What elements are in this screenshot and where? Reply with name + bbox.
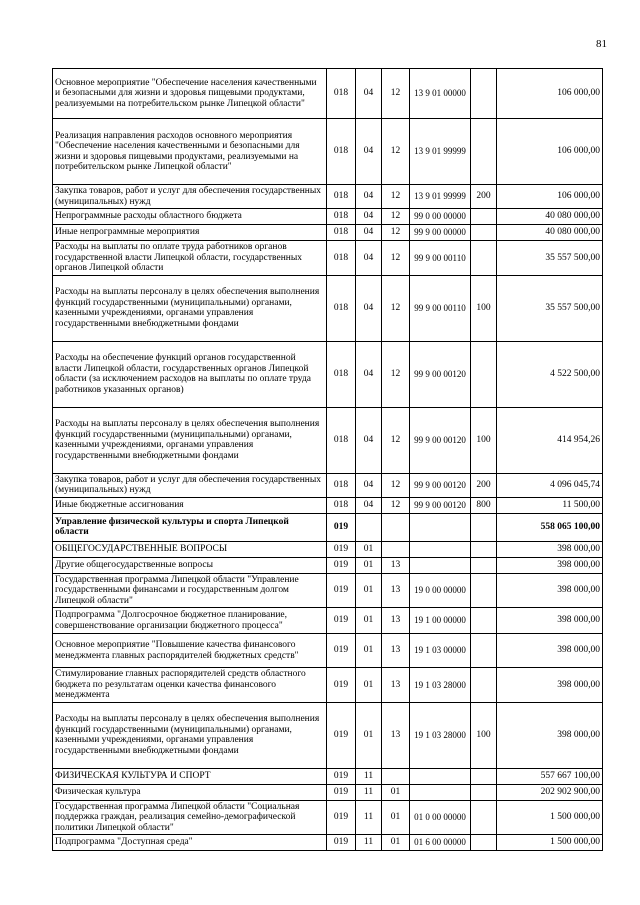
expense-type-cell	[471, 209, 497, 225]
expense-type-cell: 100	[471, 275, 497, 341]
subsection-code-cell: 12	[382, 185, 410, 209]
expense-name-cell: Управление физической культуры и спорта Липецкой области	[53, 513, 327, 541]
department-code-cell: 019	[327, 668, 356, 703]
target-article-cell	[410, 541, 471, 557]
subsection-code-cell: 01	[382, 800, 410, 835]
section-code-cell: 01	[356, 702, 382, 768]
amount-cell: 202 902 900,00	[497, 784, 603, 800]
table-row	[53, 407, 603, 473]
table-row	[53, 119, 603, 185]
department-code-cell: 019	[327, 608, 356, 634]
target-article-cell	[410, 513, 471, 541]
expense-name-cell: Расходы на выплаты персоналу в целях обеспечения выполнения функций государственными (муниципальными) органами, казенными учреждениями, органами управления государственными внебюджетными фондами	[53, 275, 327, 341]
target-article-cell	[410, 557, 471, 573]
expense-type-cell	[471, 634, 497, 668]
section-code-cell: 11	[356, 800, 382, 835]
expense-name-cell: Основное мероприятие "Обеспечение населения качественными и безопасными для жизни и здоровья пищевыми продуктами, реализуемыми на потребительском рынке Липецкой области"	[53, 69, 327, 119]
section-code-cell: 04	[356, 69, 382, 119]
amount-cell: 398 000,00	[497, 668, 603, 703]
table-row	[53, 573, 603, 608]
budget-table	[52, 68, 603, 851]
table-row	[53, 275, 603, 341]
amount-cell: 398 000,00	[497, 608, 603, 634]
subsection-code-cell: 12	[382, 341, 410, 407]
table-row	[53, 608, 603, 634]
table-row	[53, 702, 603, 768]
department-code-cell: 019	[327, 541, 356, 557]
section-code-cell	[356, 513, 382, 541]
subsection-code-cell: 13	[382, 702, 410, 768]
target-article-cell: 19 0 00 00000	[410, 573, 471, 608]
department-code-cell: 019	[327, 768, 356, 784]
department-code-cell: 018	[327, 241, 356, 276]
expense-name-cell: Физическая культура	[53, 784, 327, 800]
table-row	[53, 800, 603, 835]
target-article-cell: 99 9 00 00120	[410, 497, 471, 513]
amount-cell: 106 000,00	[497, 69, 603, 119]
table-row	[53, 784, 603, 800]
amount-cell: 106 000,00	[497, 185, 603, 209]
department-code-cell: 018	[327, 69, 356, 119]
expense-name-cell: Расходы на обеспечение функций органов государственной власти Липецкой области, государственных органов Липецкой области (за исключением расходов на выплаты по оплате труда работников указанных органов)	[53, 341, 327, 407]
target-article-cell: 99 9 00 00120	[410, 407, 471, 473]
expense-type-cell	[471, 800, 497, 835]
section-code-cell: 04	[356, 209, 382, 225]
section-code-cell: 01	[356, 668, 382, 703]
department-code-cell: 018	[327, 341, 356, 407]
subsection-code-cell: 13	[382, 573, 410, 608]
expense-type-cell: 200	[471, 185, 497, 209]
department-code-cell: 019	[327, 835, 356, 851]
expense-type-cell	[471, 835, 497, 851]
subsection-code-cell: 12	[382, 209, 410, 225]
section-code-cell: 04	[356, 407, 382, 473]
target-article-cell: 99 0 00 00000	[410, 209, 471, 225]
department-code-cell: 018	[327, 185, 356, 209]
table-row	[53, 513, 603, 541]
subsection-code-cell: 13	[382, 608, 410, 634]
department-code-cell: 019	[327, 513, 356, 541]
department-code-cell: 018	[327, 275, 356, 341]
department-code-cell: 019	[327, 800, 356, 835]
section-code-cell: 04	[356, 341, 382, 407]
expense-type-cell	[471, 341, 497, 407]
amount-cell: 398 000,00	[497, 573, 603, 608]
department-code-cell: 018	[327, 407, 356, 473]
section-code-cell: 01	[356, 541, 382, 557]
page-number: 81	[596, 38, 607, 50]
expense-name-cell: Основное мероприятие "Повышение качества финансового менеджмента главных распорядителей бюджетных средств"	[53, 634, 327, 668]
target-article-cell: 99 9 00 00110	[410, 241, 471, 276]
amount-cell: 11 500,00	[497, 497, 603, 513]
expense-name-cell: ФИЗИЧЕСКАЯ КУЛЬТУРА И СПОРТ	[53, 768, 327, 784]
section-code-cell: 04	[356, 185, 382, 209]
department-code-cell: 018	[327, 209, 356, 225]
amount-cell: 40 080 000,00	[497, 225, 603, 241]
department-code-cell: 019	[327, 702, 356, 768]
table-row	[53, 835, 603, 851]
expense-type-cell	[471, 69, 497, 119]
amount-cell: 106 000,00	[497, 119, 603, 185]
expense-type-cell	[471, 119, 497, 185]
expense-type-cell	[471, 557, 497, 573]
target-article-cell	[410, 784, 471, 800]
expense-type-cell	[471, 608, 497, 634]
amount-cell: 40 080 000,00	[497, 209, 603, 225]
department-code-cell: 018	[327, 473, 356, 497]
subsection-code-cell: 12	[382, 407, 410, 473]
section-code-cell: 11	[356, 835, 382, 851]
table-row	[53, 225, 603, 241]
expense-type-cell: 800	[471, 497, 497, 513]
expense-type-cell: 200	[471, 473, 497, 497]
subsection-code-cell: 13	[382, 634, 410, 668]
subsection-code-cell: 12	[382, 225, 410, 241]
expense-name-cell: Государственная программа Липецкой области "Управление государственными финансами и государственным долгом Липецкой области"	[53, 573, 327, 608]
section-code-cell: 04	[356, 241, 382, 276]
subsection-code-cell: 12	[382, 275, 410, 341]
section-code-cell: 01	[356, 557, 382, 573]
subsection-code-cell: 01	[382, 835, 410, 851]
target-article-cell: 99 9 00 00000	[410, 225, 471, 241]
section-code-cell: 01	[356, 634, 382, 668]
subsection-code-cell: 12	[382, 473, 410, 497]
section-code-cell: 11	[356, 784, 382, 800]
expense-name-cell: Закупка товаров, работ и услуг для обеспечения государственных (муниципальных) нужд	[53, 185, 327, 209]
expense-name-cell: Расходы на выплаты по оплате труда работников органов государственной власти Липецкой области, государственных органов Липецкой области	[53, 241, 327, 276]
subsection-code-cell	[382, 541, 410, 557]
amount-cell: 557 667 100,00	[497, 768, 603, 784]
expense-name-cell: Иные бюджетные ассигнования	[53, 497, 327, 513]
section-code-cell: 04	[356, 119, 382, 185]
expense-name-cell: Расходы на выплаты персоналу в целях обеспечения выполнения функций государственными (муниципальными) органами, казенными учреждениями, органами управления государственными внебюджетными фондами	[53, 407, 327, 473]
expense-name-cell: Реализация направления расходов основного мероприятия "Обеспечение населения качественными и безопасными для жизни и здоровья пищевыми продуктами, реализуемыми на потребительском рынке Липецкой области"	[53, 119, 327, 185]
table-row	[53, 541, 603, 557]
table-row	[53, 69, 603, 119]
table-row	[53, 497, 603, 513]
target-article-cell: 13 9 01 99999	[410, 185, 471, 209]
expense-name-cell: Другие общегосударственные вопросы	[53, 557, 327, 573]
department-code-cell: 019	[327, 557, 356, 573]
subsection-code-cell: 13	[382, 557, 410, 573]
subsection-code-cell: 12	[382, 241, 410, 276]
target-article-cell: 99 9 00 00120	[410, 473, 471, 497]
expense-type-cell: 100	[471, 702, 497, 768]
expense-name-cell: Закупка товаров, работ и услуг для обеспечения государственных (муниципальных) нужд	[53, 473, 327, 497]
amount-cell: 558 065 100,00	[497, 513, 603, 541]
expense-type-cell	[471, 513, 497, 541]
expense-type-cell: 100	[471, 407, 497, 473]
expense-type-cell	[471, 225, 497, 241]
section-code-cell: 01	[356, 608, 382, 634]
section-code-cell: 04	[356, 473, 382, 497]
target-article-cell: 99 9 00 00120	[410, 341, 471, 407]
subsection-code-cell	[382, 513, 410, 541]
table-row	[53, 209, 603, 225]
department-code-cell: 019	[327, 573, 356, 608]
target-article-cell	[410, 768, 471, 784]
amount-cell: 4 096 045,74	[497, 473, 603, 497]
target-article-cell: 13 9 01 00000	[410, 69, 471, 119]
target-article-cell: 19 1 03 28000	[410, 702, 471, 768]
expense-name-cell: Стимулирование главных распорядителей средств областного бюджета по результатам оценки качества финансового менеджмента	[53, 668, 327, 703]
section-code-cell: 04	[356, 497, 382, 513]
expense-name-cell: Непрограммные расходы областного бюджета	[53, 209, 327, 225]
section-code-cell: 01	[356, 573, 382, 608]
amount-cell: 35 557 500,00	[497, 275, 603, 341]
subsection-code-cell: 12	[382, 119, 410, 185]
expense-type-cell	[471, 573, 497, 608]
table-row	[53, 241, 603, 276]
expense-name-cell: ОБЩЕГОСУДАРСТВЕННЫЕ ВОПРОСЫ	[53, 541, 327, 557]
expense-type-cell	[471, 768, 497, 784]
table-row	[53, 768, 603, 784]
amount-cell: 1 500 000,00	[497, 800, 603, 835]
table-row	[53, 341, 603, 407]
amount-cell: 1 500 000,00	[497, 835, 603, 851]
amount-cell: 4 522 500,00	[497, 341, 603, 407]
subsection-code-cell	[382, 768, 410, 784]
section-code-cell: 04	[356, 225, 382, 241]
expense-name-cell: Иные непрограммные мероприятия	[53, 225, 327, 241]
department-code-cell: 018	[327, 497, 356, 513]
target-article-cell: 99 9 00 00110	[410, 275, 471, 341]
subsection-code-cell: 12	[382, 69, 410, 119]
expense-name-cell: Государственная программа Липецкой области "Социальная поддержка граждан, реализация семейно-демографической политики Липецкой области"	[53, 800, 327, 835]
expense-name-cell: Расходы на выплаты персоналу в целях обеспечения выполнения функций государственными (муниципальными) органами, казенными учреждениями, органами управления государственными внебюджетными фондами	[53, 702, 327, 768]
amount-cell: 398 000,00	[497, 702, 603, 768]
table-row	[53, 185, 603, 209]
subsection-code-cell: 12	[382, 497, 410, 513]
section-code-cell: 11	[356, 768, 382, 784]
table-row	[53, 668, 603, 703]
expense-type-cell	[471, 241, 497, 276]
target-article-cell: 19 1 00 00000	[410, 608, 471, 634]
amount-cell: 398 000,00	[497, 541, 603, 557]
department-code-cell: 019	[327, 784, 356, 800]
target-article-cell: 19 1 03 00000	[410, 634, 471, 668]
subsection-code-cell: 13	[382, 668, 410, 703]
amount-cell: 398 000,00	[497, 557, 603, 573]
expense-type-cell	[471, 784, 497, 800]
amount-cell: 35 557 500,00	[497, 241, 603, 276]
expense-type-cell	[471, 541, 497, 557]
table-row	[53, 557, 603, 573]
department-code-cell: 018	[327, 119, 356, 185]
expense-name-cell: Подпрограмма "Долгосрочное бюджетное планирование, совершенствование организации бюджетного процесса"	[53, 608, 327, 634]
expense-name-cell: Подпрограмма "Доступная среда"	[53, 835, 327, 851]
department-code-cell: 019	[327, 634, 356, 668]
amount-cell: 398 000,00	[497, 634, 603, 668]
subsection-code-cell: 01	[382, 784, 410, 800]
section-code-cell: 04	[356, 275, 382, 341]
target-article-cell: 01 0 00 00000	[410, 800, 471, 835]
table-row	[53, 473, 603, 497]
target-article-cell: 01 6 00 00000	[410, 835, 471, 851]
department-code-cell: 018	[327, 225, 356, 241]
expense-type-cell	[471, 668, 497, 703]
amount-cell: 414 954,26	[497, 407, 603, 473]
target-article-cell: 19 1 03 28000	[410, 668, 471, 703]
target-article-cell: 13 9 01 99999	[410, 119, 471, 185]
table-row	[53, 634, 603, 668]
